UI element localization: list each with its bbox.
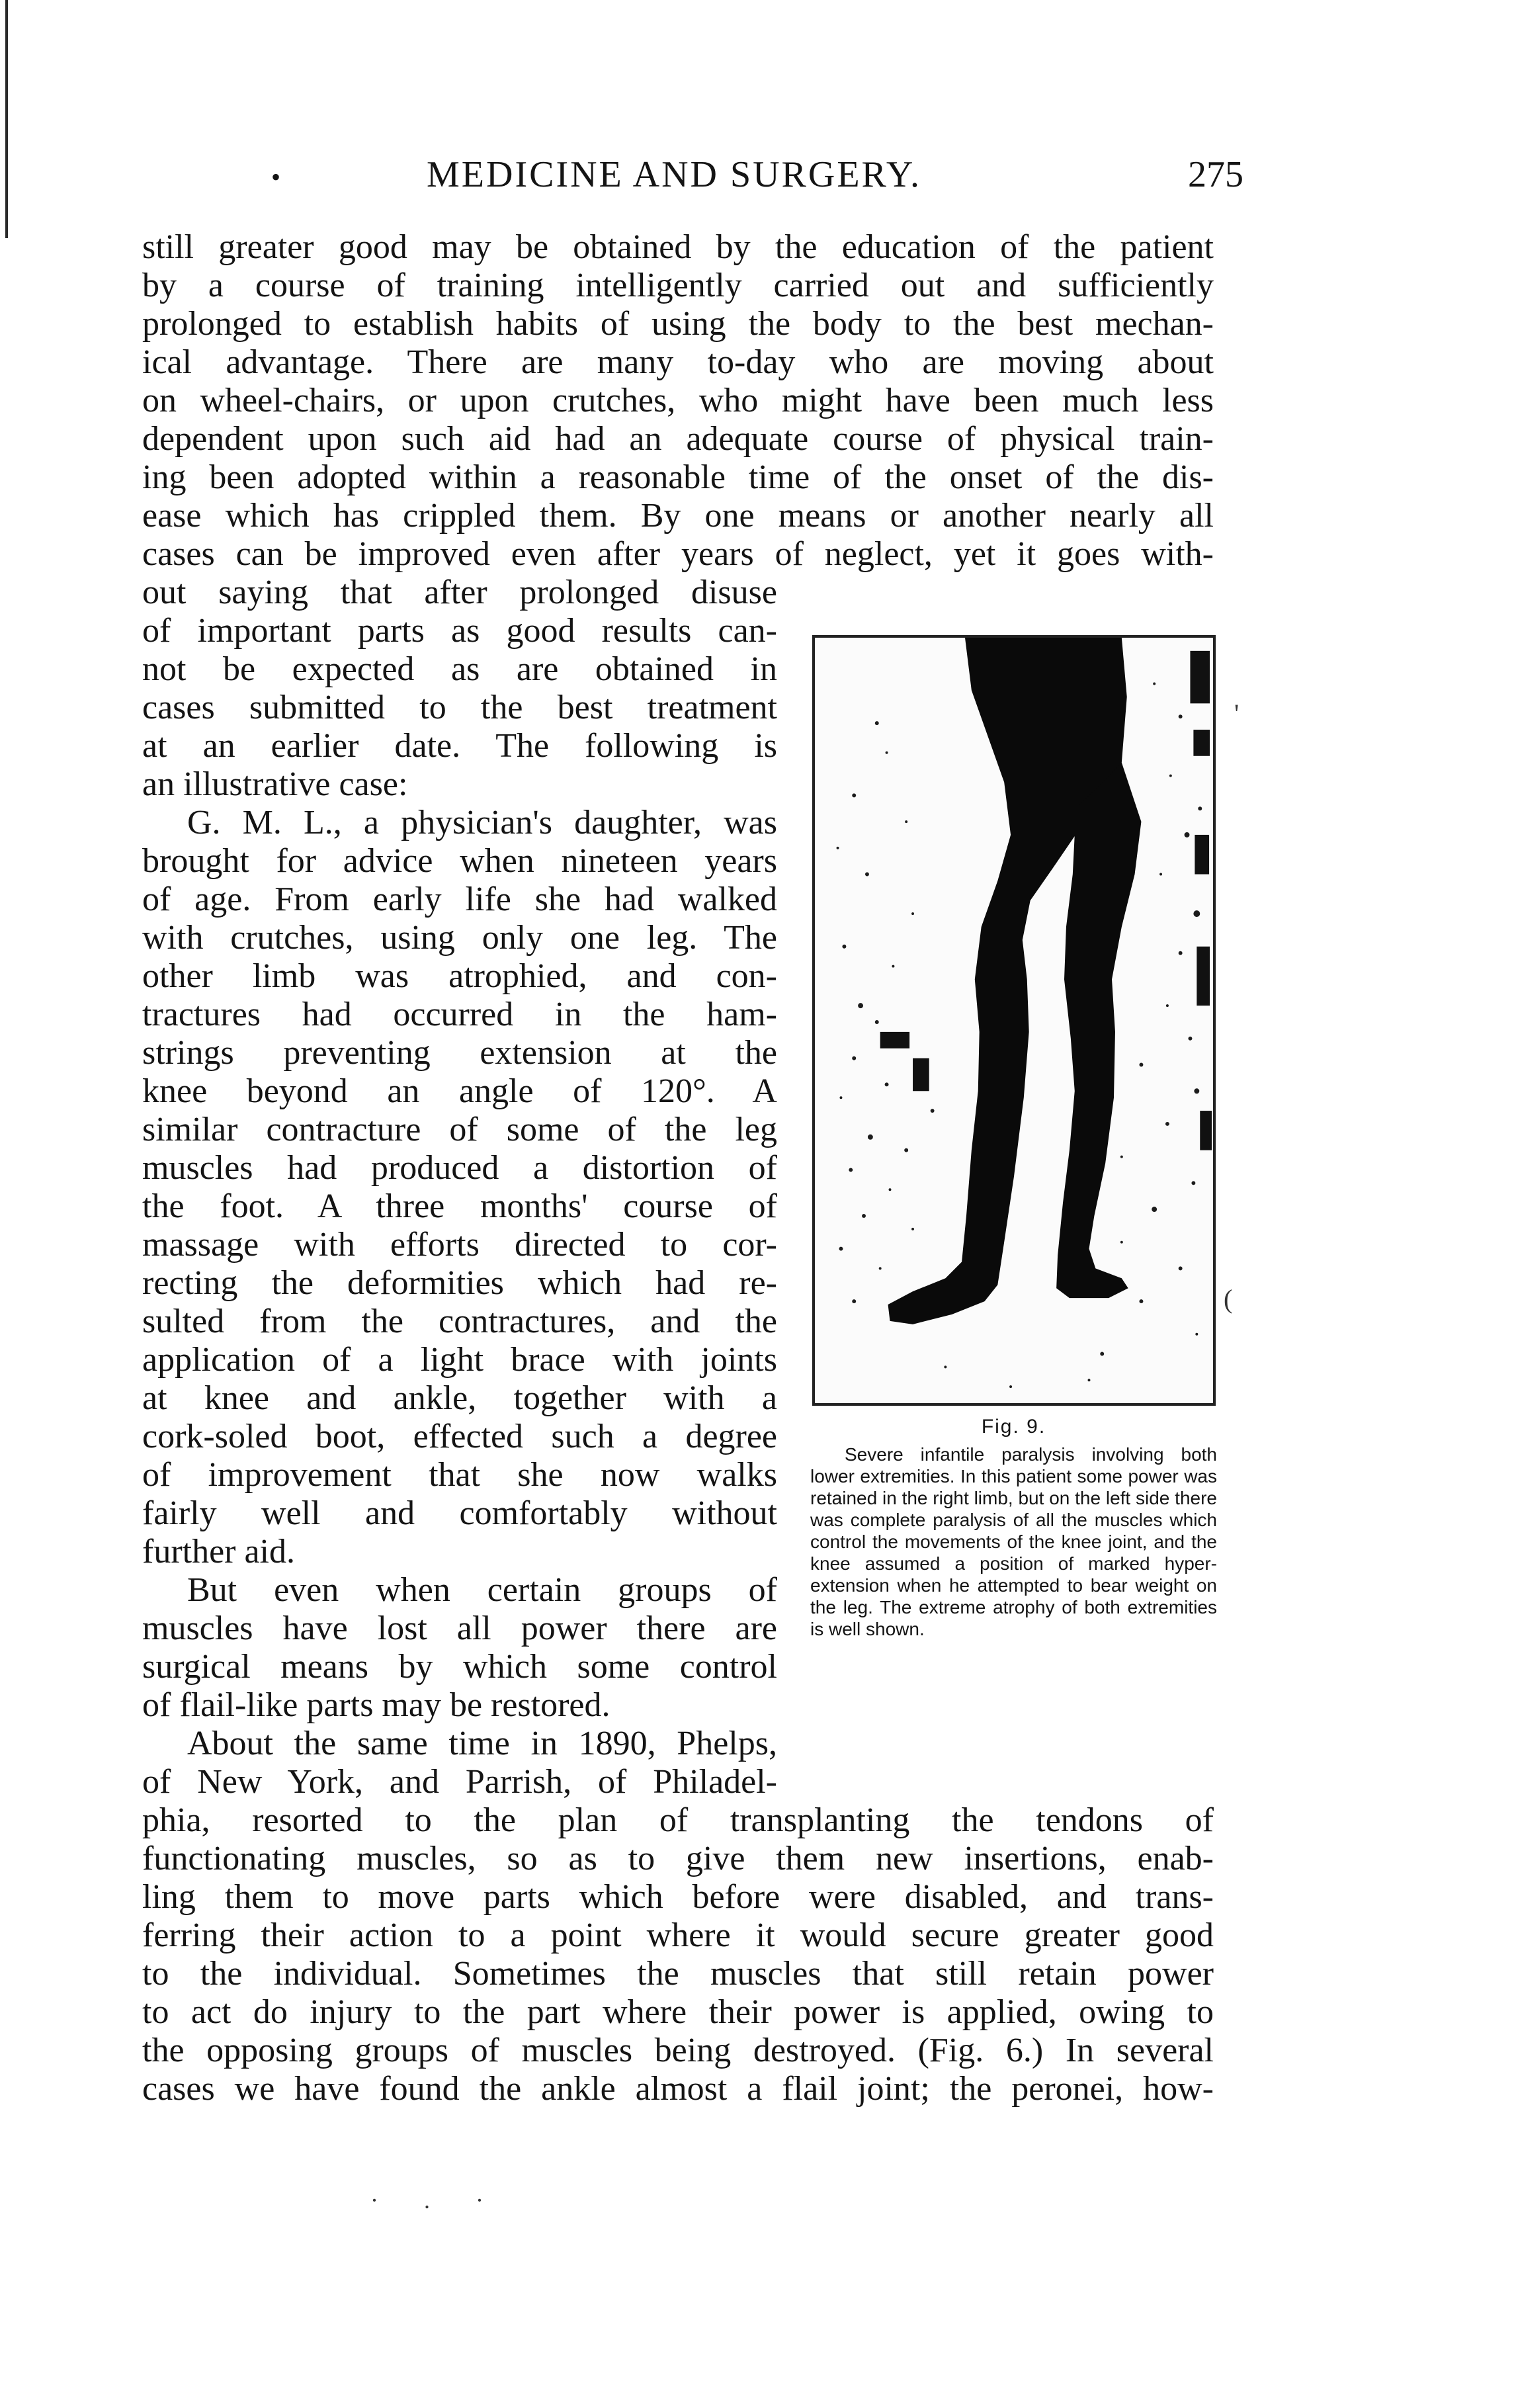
text-line: to act do injury to the part where their power is applied, owing to: [142, 1993, 1214, 2031]
text-line: not be expected as are obtained in: [142, 650, 777, 688]
text-line: similar contracture of some of the leg: [142, 1111, 777, 1148]
paragraph-tendon-narrow: [142, 1725, 777, 1801]
text-line: muscles had produced a distortion of: [142, 1149, 777, 1187]
text-line: G. M. L., a physician's daughter, was: [187, 804, 777, 841]
text-line: prolonged to establish habits of using the body to the best mechan-: [142, 305, 1214, 343]
text-line: out saying that after prolonged disuse: [142, 574, 777, 611]
text-line: ical advantage. There are many to-day who are moving about: [142, 343, 1214, 381]
paragraph-1-continued: [142, 574, 777, 804]
paragraph-tendon-full: [142, 1801, 1214, 2108]
paragraph-case: [142, 804, 777, 1571]
text-line: ing been adopted within a reasonable time of the onset of the dis-: [142, 458, 1214, 496]
text-line: tractures had occurred in the ham-: [142, 996, 777, 1033]
margin-mark: (: [1224, 1284, 1233, 1314]
text-line: application of a light brace with joints: [142, 1341, 777, 1379]
text-line: cases submitted to the best treatment: [142, 689, 777, 726]
text-line: massage with efforts directed to cor-: [142, 1226, 777, 1264]
running-header: [159, 153, 1243, 200]
spine-edge-line: [5, 0, 8, 238]
text-line: at an earlier date. The following is: [142, 727, 777, 765]
text-line: further aid.: [142, 1533, 296, 1570]
margin-mark: ': [1234, 699, 1240, 728]
text-line: of important parts as good results can-: [142, 612, 777, 650]
text-line: dependent upon such aid had an adequate course of physical train-: [142, 420, 1214, 458]
figure-label: Fig. 9.: [981, 1416, 1046, 1438]
text-line: ease which has crippled them. By one means or another nearly all: [142, 497, 1214, 535]
page-number: 275: [1188, 154, 1243, 195]
text-line: of flail-like parts may be restored.: [142, 1686, 610, 1724]
text-line: other limb was atrophied, and con-: [142, 957, 777, 995]
text-line: recting the deformities which had re-: [142, 1264, 777, 1302]
paragraph-1: [142, 228, 1214, 574]
text-line: of New York, and Parrish, of Philadel-: [142, 1763, 777, 1801]
text-line: fairly well and comfortably without: [142, 1494, 777, 1532]
text-line: an illustrative case:: [142, 765, 408, 803]
figure-caption-text: Severe infantile paralysis involving both lower extremities. In this patient some power was retained in the right limb, but on the left side there was complete paralysis of all the muscles which control the movements of the knee joint, and the knee assumed a position of marked hyper-extension when he attempted to bear weight on the leg. The extreme atrophy of both extremities is well shown.: [810, 1444, 1217, 1639]
text-line: functionating muscles, so as to give them new insertions, enab-: [142, 1840, 1214, 1877]
text-line: About the same time in 1890, Phelps,: [187, 1725, 777, 1762]
figure-caption: [810, 1416, 1217, 1640]
text-line: But even when certain groups of: [187, 1571, 777, 1609]
text-line: the foot. A three months' course of: [142, 1187, 777, 1225]
text-line: phia, resorted to the plan of transplanting the tendons of: [142, 1801, 1214, 1839]
figure-photograph: [812, 635, 1216, 1406]
text-line: ling them to move parts which before were disabled, and trans-: [142, 1878, 1214, 1916]
scan-footer-marks: · . ·: [370, 2187, 503, 2214]
running-title: MEDICINE AND SURGERY.: [427, 154, 922, 195]
text-line: cases can be improved even after years of neglect, yet it goes with-: [142, 535, 1214, 573]
text-line: sulted from the contractures, and the: [142, 1303, 777, 1340]
text-line: with crutches, using only one leg. The: [142, 919, 777, 957]
legs-silhouette-image: [815, 638, 1213, 1403]
text-line: cases we have found the ankle almost a flail joint; the peronei, how-: [142, 2070, 1214, 2108]
text-line: brought for advice when nineteen years: [142, 842, 777, 880]
text-line: ferring their action to a point where it would secure greater good: [142, 1916, 1214, 1954]
text-line: cork-soled boot, effected such a degree: [142, 1418, 777, 1455]
text-line: the opposing groups of muscles being destroyed. (Fig. 6.) In several: [142, 2032, 1214, 2069]
text-line: at knee and ankle, together with a: [142, 1379, 777, 1417]
paragraph-surgical: [142, 1571, 777, 1725]
text-line: by a course of training intelligently carried out and sufficiently: [142, 267, 1214, 304]
text-line: strings preventing extension at the: [142, 1034, 777, 1072]
text-line: of improvement that she now walks: [142, 1456, 777, 1494]
text-line: on wheel-chairs, or upon crutches, who might have been much less: [142, 382, 1214, 419]
text-line: to the individual. Sometimes the muscles that still retain power: [142, 1955, 1214, 1993]
text-line: of age. From early life she had walked: [142, 881, 777, 918]
text-line: muscles have lost all power there are: [142, 1610, 777, 1647]
text-line: surgical means by which some control: [142, 1648, 777, 1686]
text-line: knee beyond an angle of 120°. A: [142, 1072, 777, 1110]
text-line: still greater good may be obtained by the education of the patient: [142, 228, 1214, 266]
header-dot: •: [271, 162, 281, 192]
